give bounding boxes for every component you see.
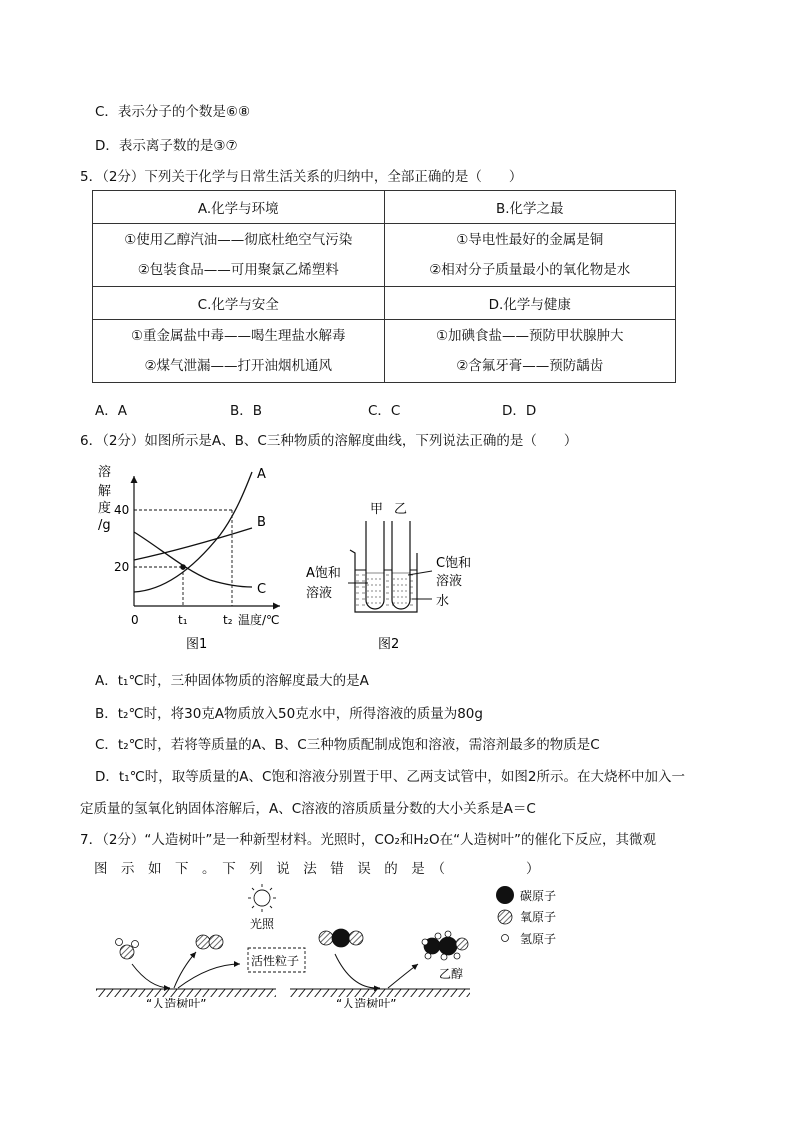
q7-arrow-5 [388, 964, 418, 988]
q7-legend [496, 886, 556, 946]
q4-option-c: C．表示分子的个数是⑥⑧ [95, 104, 251, 120]
fig1-ylabel-2: 解 [98, 484, 112, 499]
q7-leaf-surface-left [96, 989, 276, 997]
q5-table-a-cell [93, 224, 385, 287]
q5-d-item-1: ①加碘食盐——预防甲状腺肿大 [435, 328, 624, 344]
fig2-label-water: 水 [436, 594, 450, 609]
q6-figure-1 [90, 460, 300, 660]
q7-arrow-3 [178, 964, 240, 988]
legend-oxygen-icon [498, 910, 512, 924]
fig2-label-a-sol: 溶液 [306, 586, 333, 601]
legend-carbon-icon [496, 886, 514, 904]
q5-d-item-2: ②含氟牙膏——预防龋齿 [456, 358, 604, 374]
q5-table-b-head: B.化学之最 [384, 191, 676, 224]
fig2-tube-jia [366, 521, 384, 609]
q5-table-d-cell [384, 320, 676, 383]
q5-a-item-2: ②包装食品——可用聚氯乙烯塑料 [137, 262, 339, 278]
water-molecule [116, 939, 139, 960]
fig1-curve-a [134, 472, 252, 592]
q7-arrow-4 [335, 954, 380, 988]
q7-arrow-1 [132, 964, 170, 988]
q5-table-c-cell [93, 320, 385, 383]
legend-carbon-label: 碳原子 [520, 889, 557, 903]
co2-molecule [319, 929, 363, 947]
legend-oxygen-label: 氧原子 [520, 910, 557, 924]
fig2-label-yi: 乙 [394, 502, 408, 517]
q6-option-b: B．t₂℃时，将30克A物质放入50克水中，所得溶液的质量为80g [95, 706, 483, 722]
q6-option-c: C．t₂℃时，若将等质量的A、B、C三种物质配制成饱和溶液，需溶剂最多的物质是C [95, 737, 600, 753]
fig2-leader-c [408, 571, 432, 575]
fig1-xlabel: 温度/℃ [238, 613, 280, 627]
fig2-label-a-sat: A饱和 [306, 566, 341, 581]
q7-leaf-label-left: “人造树叶” [146, 997, 207, 1008]
q5-a-item-1: ①使用乙醇汽油——彻底杜绝空气污染 [124, 232, 353, 248]
q6-figure-2 [300, 495, 500, 660]
q5-choice-d: D．D [502, 403, 537, 419]
q5-b-item-2: ②相对分子质量最小的氧化物是水 [429, 262, 631, 278]
fig1-curve-c [134, 532, 252, 587]
fig1-tick-t1: t₁ [178, 613, 188, 627]
q7-title-line2: 图 示 如 下 。 下 列 说 法 错 误 的 是 （ ） [94, 861, 540, 877]
q6-title: 6．（2分）如图所示是A、B、C三种物质的溶解度曲线，下列说法正确的是（ ） [80, 433, 578, 449]
q5-table-b-cell [384, 224, 676, 287]
q4-option-d: D．表示离子数的是③⑦ [95, 138, 238, 154]
fig2-caption: 图2 [378, 637, 400, 652]
fig1-ylabel-3: 度 [98, 501, 112, 516]
legend-hydrogen-icon [502, 935, 509, 942]
q6-option-d-line2: 定质量的氢氧化钠固体溶解后，A、C溶液的溶质质量分数的大小关系是A＝C [80, 801, 536, 817]
q5-table-c-head: C.化学与安全 [93, 287, 385, 320]
fig1-tick-20: 20 [114, 560, 130, 574]
q5-c-item-2: ②煤气泄漏——打开油烟机通风 [144, 358, 333, 374]
fig1-label-c: C [257, 582, 267, 597]
sun-icon [248, 884, 276, 912]
q5-title: 5．（2分）下列关于化学与日常生活关系的归纳中，全部正确的是（ ） [80, 169, 523, 185]
q5-choice-c: C．C [368, 403, 401, 419]
fig1-tick-40: 40 [114, 503, 130, 517]
q5-c-item-1: ①重金属盐中毒——喝生理盐水解毒 [130, 328, 346, 344]
q5-choice-a: A．A [95, 403, 127, 419]
q7-leaf-surface-right [290, 989, 470, 997]
fig2-tube-yi [392, 521, 410, 609]
q7-ethanol-label: 乙醇 [439, 967, 464, 981]
q5-table [92, 190, 676, 383]
fig2-label-c-sat: C饱和 [436, 556, 472, 571]
fig2-label-jia: 甲 [370, 502, 384, 517]
fig1-caption: 图1 [186, 637, 208, 652]
fig1-label-b: B [257, 515, 266, 530]
q6-option-a: A．t₁℃时，三种固体物质的溶解度最大的是A [95, 673, 369, 689]
fig1-tick-0: 0 [131, 613, 139, 627]
q7-active-label: 活性粒子 [251, 954, 300, 968]
q7-title-line1: 7．（2分）“人造树叶”是一种新型材料。光照时，CO₂和H₂O在“人造树叶”的催化下反应，其微观 [80, 832, 657, 848]
q5-choice-b: B．B [230, 403, 263, 419]
fig1-ylabel-1: 溶 [98, 465, 112, 480]
legend-hydrogen-label: 氢原子 [520, 932, 557, 946]
q5-b-item-1: ①导电性最好的金属是铜 [456, 232, 604, 248]
ethanol-molecule [422, 931, 468, 960]
oxygen-molecule [196, 935, 223, 949]
q7-leaf-label-right: “人造树叶” [336, 997, 397, 1008]
fig1-label-a: A [257, 467, 266, 482]
fig1-ylabel-4: /g [98, 518, 111, 533]
fig1-tick-t2: t₂ [223, 613, 233, 627]
fig1-intersection [180, 564, 186, 570]
q7-light-label: 光照 [250, 917, 275, 931]
fig2-label-c-sol: 溶液 [436, 574, 463, 589]
q7-micro-diagram [90, 878, 590, 1008]
q6-option-d-line1: D．t₁℃时，取等质量的A、C饱和溶液分别置于甲、乙两支试管中，如图2所示。在大烧杯中加入一 [95, 769, 686, 785]
q5-choices [0, 399, 794, 419]
q5-table-d-head: D.化学与健康 [384, 287, 676, 320]
q5-table-a-head: A.化学与环境 [93, 191, 385, 224]
